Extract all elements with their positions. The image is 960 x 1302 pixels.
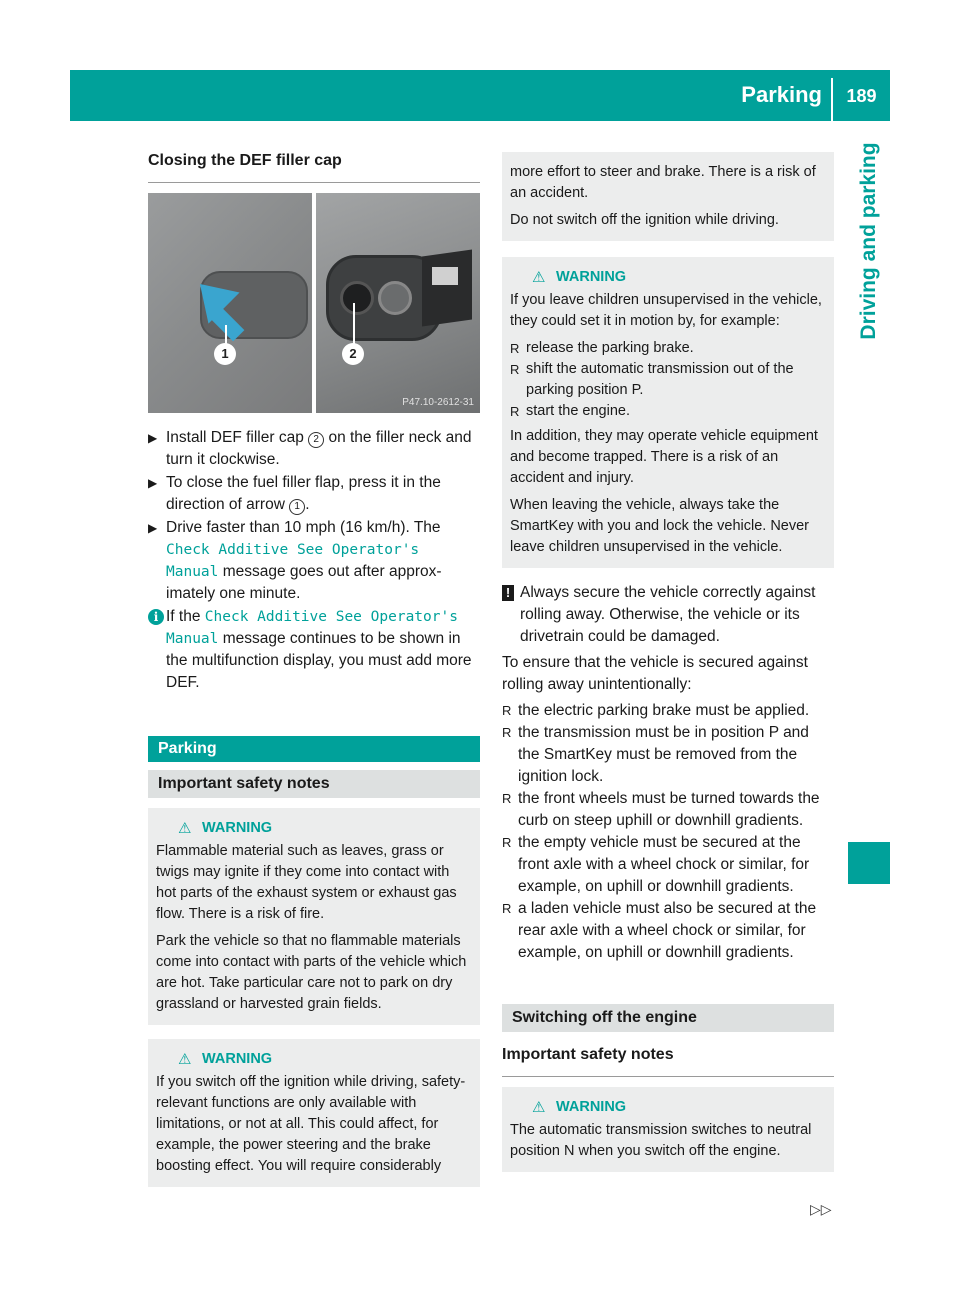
section-rule (148, 182, 480, 183)
info-text: message continues to be shown in the multifunction display, you must add more DEF. (166, 630, 472, 691)
bullet-icon: R (502, 791, 512, 806)
info-text: If the (166, 608, 205, 625)
warning-text: If you leave children unsupervised in the vehicle, they could set it in motion by, for example: (510, 292, 822, 329)
lid-label (432, 267, 458, 285)
warning-icon: ⚠ (178, 1051, 192, 1068)
display-message: Check Additive See Operator's Manual (166, 609, 458, 647)
callout-line-1 (225, 325, 227, 345)
warning-label: WARNING (202, 820, 273, 836)
warning-heading (510, 267, 826, 288)
step-item (148, 427, 480, 471)
warning-icon: ⚠ (178, 820, 192, 837)
warning-text: When leaving the vehicle, always take the SmartKey with you and lock the vehicle. Never leave children unsupervised in the vehicle. (510, 497, 809, 555)
bullet-item (502, 788, 834, 832)
ensure-list (502, 700, 834, 964)
photo-panel-flap (148, 193, 312, 413)
engine-heading: Switching off the engine (502, 1004, 834, 1032)
chapter-title: Parking (741, 82, 822, 107)
bullet-icon: R (510, 362, 520, 377)
warning-box-ignition (148, 1039, 480, 1187)
side-tab (848, 142, 890, 340)
warning-text: Do not switch off the ignition while driving. (510, 212, 779, 228)
warning-icon: ⚠ (532, 269, 546, 286)
warning-box-children (502, 257, 834, 568)
fuel-cap (378, 281, 412, 315)
bullet-item (502, 700, 834, 722)
section-title: Closing the DEF filler cap (148, 152, 342, 169)
info-note (148, 606, 480, 694)
def-filler-photo (148, 193, 480, 413)
bullet-text: shift the automatic transmission out of the parking position P. (526, 361, 794, 398)
warning-text: Park the vehicle so that no flammable materials come into contact with parts of the vehicle which are hot. Take particular care not to park on dry grassland or harvested grain fields. (156, 933, 467, 1012)
step-text: To close the fuel filler flap, press it in the direction of arrow (166, 474, 441, 513)
warning-heading (156, 818, 472, 839)
bullet-item (502, 898, 834, 964)
bullet-icon: R (502, 901, 512, 916)
bullet-icon: R (502, 835, 512, 850)
bullet-item (510, 401, 826, 422)
warning-text: more effort to steer and brake. There is a risk of an accident. (510, 164, 816, 201)
bullet-icon: R (502, 725, 512, 740)
step-text: message goes out after approximately one minute. (166, 563, 442, 602)
side-tab-marker (848, 842, 890, 884)
ref-1: 1 (289, 499, 305, 515)
step-list (148, 427, 480, 605)
bullet-icon: R (510, 404, 520, 419)
warning-text: In addition, they may operate vehicle equipment and become trapped. There is a risk of an accident and injury. (510, 428, 818, 486)
warning-icon: ⚠ (532, 1099, 546, 1116)
bullet-item (502, 722, 834, 788)
left-column (148, 150, 480, 1187)
callout-line-2 (353, 303, 355, 345)
display-message: Check Additive See Operator's Manual (166, 542, 420, 580)
right-column (502, 150, 834, 1172)
step-arrow-icon: ▶ (148, 431, 158, 445)
bullet-icon: R (510, 341, 520, 356)
warning-text: Flammable material such as leaves, grass or twigs may ignite if they come into contact with hot parts of the exhaust system or exhaust gas flow. There is a risk of fire. (156, 843, 457, 922)
bullet-text: the front wheels must be turned towards the curb on steep uphill or downhill gradients. (518, 790, 820, 829)
step-text: on the filler neck and turn it clockwise. (166, 429, 472, 468)
warning-box-ignition-cont (502, 152, 834, 241)
warning-heading (156, 1049, 472, 1070)
bullet-item (510, 359, 826, 401)
step-arrow-icon: ▶ (148, 521, 158, 535)
notice-note (502, 582, 834, 648)
bullet-item (502, 832, 834, 898)
step-text: Install DEF filler cap (166, 429, 309, 446)
warning-label: WARNING (556, 1099, 627, 1115)
warning-text: The automatic transmission switches to neutral position N when you switch off the engine. (510, 1122, 812, 1159)
warning-box-fire (148, 808, 480, 1025)
image-code: P47.10-2612-31 (402, 397, 474, 408)
bullet-text: start the engine. (526, 403, 630, 419)
bullet-text: the electric parking brake must be applied. (518, 702, 810, 719)
notice-icon: ! (502, 585, 514, 601)
page-header (70, 70, 890, 121)
bullet-icon: R (502, 703, 512, 718)
section-rule (502, 1076, 834, 1077)
step-item (148, 517, 480, 605)
safety-heading: Important safety notes (148, 770, 480, 798)
warning-box-neutral (502, 1087, 834, 1172)
def-cap (340, 281, 374, 315)
photo-panel-neck (316, 193, 480, 413)
bullet-item (510, 338, 826, 359)
bullet-text: a laden vehicle must also be secured at the rear axle with a wheel chock or similar, for example, on uphill or downhill gradients. (518, 900, 817, 961)
notice-text: Always secure the vehicle correctly against rolling away. Otherwise, the vehicle or its drivetrain could be damaged. (520, 584, 816, 645)
warning-label: WARNING (202, 1051, 273, 1067)
bullet-text: the transmission must be in position P and the SmartKey must be removed from the ignition lock. (518, 724, 809, 785)
step-text: . (305, 496, 310, 513)
section-title: Important safety notes (502, 1046, 674, 1063)
bullet-text: release the parking brake. (526, 340, 694, 356)
warning-text: If you switch off the ignition while driving, safety-relevant functions are only available with limitations, or not at all. This could affect, for example, the power steering and the brake boosting effect. You will require considerably (156, 1074, 466, 1174)
callout-2: 2 (342, 343, 364, 365)
warning-heading (510, 1097, 826, 1118)
step-text: Drive faster than 10 mph (16 km/h). The (166, 519, 441, 536)
ensure-intro: To ensure that the vehicle is secured against rolling away unintentionally: (502, 654, 808, 693)
bullet-text: the empty vehicle must be secured at the front axle with a wheel chock or similar, for example, on uphill or downhill gradients. (518, 834, 810, 895)
page-number: 189 (846, 86, 877, 106)
step-item (148, 472, 480, 516)
continued-icon: ▷▷ (810, 1201, 832, 1217)
warning-label: WARNING (556, 269, 627, 285)
flap-lid (422, 249, 472, 326)
parking-heading: Parking (148, 736, 480, 762)
callout-1: 1 (214, 343, 236, 365)
step-arrow-icon: ▶ (148, 476, 158, 490)
ref-2: 2 (308, 432, 324, 448)
info-icon: i (148, 609, 164, 625)
side-tab-label: Driving and parking (857, 142, 880, 340)
